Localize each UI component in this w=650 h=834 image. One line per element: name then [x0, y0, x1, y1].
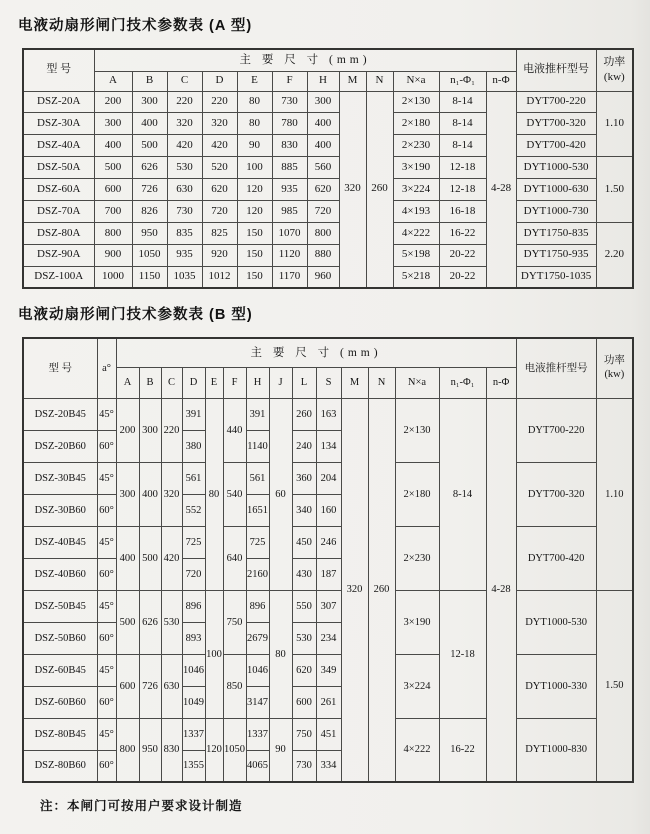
cell-H: 3147 — [246, 686, 269, 718]
cell-A: 200 — [94, 91, 132, 113]
header-alpha: a° — [97, 338, 116, 398]
cell-J-group: 60 — [269, 398, 292, 590]
cell-H: 300 — [307, 91, 339, 113]
cell-C: 830 — [161, 718, 182, 782]
header-power-line2: (kw) — [603, 71, 625, 84]
header-col-D: D — [182, 367, 205, 398]
table-a-header-row-1 — [23, 49, 633, 71]
cell-model: DSZ-80B60 — [23, 750, 97, 782]
cell-M-shared: 320 — [341, 398, 368, 782]
cell-S: 234 — [316, 622, 341, 654]
cell-rod: DYT700-420 — [516, 526, 596, 590]
cell-E: 80 — [237, 91, 272, 113]
cell-model: DSZ-30B45 — [23, 462, 97, 494]
cell-model: DSZ-80B45 — [23, 718, 97, 750]
header-model: 型 号 — [23, 49, 94, 91]
header-col-B: B — [132, 71, 167, 91]
cell-D: 420 — [202, 135, 237, 157]
cell-H: 896 — [246, 590, 269, 622]
cell-power-group: 1.50 — [596, 590, 633, 782]
header-col-F: F — [223, 367, 246, 398]
cell-rod: DYT1000-730 — [516, 200, 596, 222]
cell-B: 300 — [139, 398, 161, 462]
cell-model: DSZ-90A — [23, 244, 94, 266]
cell-F: 850 — [223, 654, 246, 718]
cell-C: 630 — [161, 654, 182, 718]
cell-alpha: 60° — [97, 622, 116, 654]
cell-M-shared: 320 — [339, 91, 366, 288]
cell-model: DSZ-80A — [23, 222, 94, 244]
cell-C: 420 — [161, 526, 182, 590]
cell-F: 1070 — [272, 222, 307, 244]
cell-H: 2679 — [246, 622, 269, 654]
cell-J-group: 90 — [269, 718, 292, 782]
table-row — [23, 718, 633, 750]
table-a — [22, 48, 634, 289]
cell-S: 451 — [316, 718, 341, 750]
table-b — [22, 337, 634, 783]
cell-A: 300 — [116, 462, 139, 526]
cell-Nxa: 3×190 — [393, 157, 439, 179]
cell-D: 552 — [182, 494, 205, 526]
cell-B: 626 — [132, 157, 167, 179]
cell-B: 950 — [139, 718, 161, 782]
table-row — [23, 157, 633, 179]
footnote: 注：本闸门可按用户要求设计制造 — [40, 799, 243, 814]
table-row — [23, 398, 633, 430]
cell-S: 134 — [316, 430, 341, 462]
cell-L: 750 — [292, 718, 316, 750]
header-col-N: N — [366, 71, 393, 91]
header-col-L: L — [292, 367, 316, 398]
cell-E: 80 — [237, 113, 272, 135]
cell-rod: DYT700-220 — [516, 91, 596, 113]
cell-F: 780 — [272, 113, 307, 135]
cell-H: 4065 — [246, 750, 269, 782]
header-pushrod-model: 电液推杆型号 — [516, 338, 596, 398]
cell-B: 626 — [139, 590, 161, 654]
cell-H: 1046 — [246, 654, 269, 686]
cell-n1-phi1: 8-14 — [439, 135, 486, 157]
cell-n1-phi1: 12-18 — [439, 179, 486, 201]
cell-H: 391 — [246, 398, 269, 430]
cell-alpha: 60° — [97, 494, 116, 526]
cell-H: 560 — [307, 157, 339, 179]
cell-F: 540 — [223, 462, 246, 526]
cell-rod: DYT1750-835 — [516, 222, 596, 244]
cell-E: 120 — [237, 179, 272, 201]
cell-n1-phi1-group: 12-18 — [439, 590, 486, 718]
cell-E: 100 — [237, 157, 272, 179]
cell-H: 2160 — [246, 558, 269, 590]
cell-D: 620 — [202, 179, 237, 201]
cell-H: 400 — [307, 113, 339, 135]
cell-model: DSZ-40A — [23, 135, 94, 157]
cell-B: 500 — [132, 135, 167, 157]
cell-Nxa: 3×224 — [393, 179, 439, 201]
cell-F: 440 — [223, 398, 246, 462]
table-row — [23, 200, 633, 222]
cell-F: 640 — [223, 526, 246, 590]
cell-A: 500 — [94, 157, 132, 179]
cell-B: 726 — [132, 179, 167, 201]
header-col-A: A — [116, 367, 139, 398]
cell-alpha: 45° — [97, 526, 116, 558]
header-col-C: C — [167, 71, 202, 91]
header-col-A: A — [94, 71, 132, 91]
cell-H: 800 — [307, 222, 339, 244]
cell-rod: DYT700-220 — [516, 398, 596, 462]
header-col-n-phi: n-Φ — [486, 367, 516, 398]
cell-model: DSZ-50B60 — [23, 622, 97, 654]
cell-D: 1355 — [182, 750, 205, 782]
header-power-line1: 功率 — [603, 355, 625, 367]
cell-L: 550 — [292, 590, 316, 622]
header-col-M: M — [341, 367, 368, 398]
cell-C: 320 — [161, 462, 182, 526]
cell-N-shared: 260 — [366, 91, 393, 288]
cell-model: DSZ-60B45 — [23, 654, 97, 686]
cell-C: 420 — [167, 135, 202, 157]
cell-D: 1337 — [182, 718, 205, 750]
cell-n1-phi1: 20-22 — [439, 244, 486, 266]
cell-H: 725 — [246, 526, 269, 558]
cell-S: 187 — [316, 558, 341, 590]
cell-B: 1050 — [132, 244, 167, 266]
cell-model: DSZ-50B45 — [23, 590, 97, 622]
cell-S: 163 — [316, 398, 341, 430]
cell-F: 730 — [272, 91, 307, 113]
cell-C: 630 — [167, 179, 202, 201]
cell-n1-phi1: 16-18 — [439, 200, 486, 222]
cell-S: 349 — [316, 654, 341, 686]
cell-model: DSZ-20A — [23, 91, 94, 113]
cell-D: 825 — [202, 222, 237, 244]
cell-H: 1337 — [246, 718, 269, 750]
cell-rod: DYT1750-1035 — [516, 266, 596, 288]
cell-D: 391 — [182, 398, 205, 430]
cell-B: 400 — [139, 462, 161, 526]
cell-model: DSZ-30A — [23, 113, 94, 135]
cell-D: 1012 — [202, 266, 237, 288]
cell-L: 450 — [292, 526, 316, 558]
cell-S: 160 — [316, 494, 341, 526]
table-b-title: 电液动扇形闸门技术参数表 (B 型) — [18, 307, 253, 324]
cell-Nxa: 3×224 — [395, 654, 439, 718]
cell-B: 1150 — [132, 266, 167, 288]
cell-model: DSZ-60A — [23, 179, 94, 201]
cell-F: 885 — [272, 157, 307, 179]
cell-L: 600 — [292, 686, 316, 718]
cell-A: 900 — [94, 244, 132, 266]
cell-H: 960 — [307, 266, 339, 288]
cell-D: 220 — [202, 91, 237, 113]
cell-C: 320 — [167, 113, 202, 135]
cell-Nxa: 2×130 — [395, 398, 439, 462]
cell-n-phi-shared: 4-28 — [486, 91, 516, 288]
cell-Nxa: 2×230 — [393, 135, 439, 157]
table-row — [23, 113, 633, 135]
cell-L: 430 — [292, 558, 316, 590]
cell-D: 320 — [202, 113, 237, 135]
cell-Nxa: 3×190 — [395, 590, 439, 654]
cell-H: 1140 — [246, 430, 269, 462]
cell-n-phi-shared: 4-28 — [486, 398, 516, 782]
header-col-M: M — [339, 71, 366, 91]
cell-alpha: 45° — [97, 654, 116, 686]
table-b-header-row-1 — [23, 338, 633, 367]
cell-model: DSZ-20B60 — [23, 430, 97, 462]
cell-A: 200 — [116, 398, 139, 462]
cell-L: 340 — [292, 494, 316, 526]
cell-n1-phi1: 12-18 — [439, 157, 486, 179]
cell-n1-phi1: 16-22 — [439, 222, 486, 244]
cell-S: 204 — [316, 462, 341, 494]
cell-L: 260 — [292, 398, 316, 430]
cell-H: 720 — [307, 200, 339, 222]
cell-alpha: 45° — [97, 398, 116, 430]
cell-rod: DYT700-420 — [516, 135, 596, 157]
cell-F: 750 — [223, 590, 246, 654]
cell-H: 1651 — [246, 494, 269, 526]
header-col-C: C — [161, 367, 182, 398]
cell-rod: DYT1000-630 — [516, 179, 596, 201]
cell-A: 1000 — [94, 266, 132, 288]
cell-model: DSZ-50A — [23, 157, 94, 179]
cell-F: 1170 — [272, 266, 307, 288]
cell-alpha: 45° — [97, 718, 116, 750]
header-col-E: E — [237, 71, 272, 91]
cell-H: 561 — [246, 462, 269, 494]
cell-B: 500 — [139, 526, 161, 590]
cell-n1-phi1: 8-14 — [439, 91, 486, 113]
cell-n1-phi1-group: 8-14 — [439, 398, 486, 590]
cell-rod: DYT1000-530 — [516, 590, 596, 654]
cell-E: 150 — [237, 222, 272, 244]
cell-F: 985 — [272, 200, 307, 222]
table-row — [23, 179, 633, 201]
cell-E-group: 80 — [205, 398, 223, 590]
cell-F: 830 — [272, 135, 307, 157]
header-col-N: N — [368, 367, 395, 398]
cell-Nxa: 5×198 — [393, 244, 439, 266]
cell-C: 530 — [167, 157, 202, 179]
header-col-B: B — [139, 367, 161, 398]
cell-C: 220 — [161, 398, 182, 462]
cell-Nxa: 4×222 — [395, 718, 439, 782]
header-col-J: J — [269, 367, 292, 398]
cell-B: 300 — [132, 91, 167, 113]
cell-D: 725 — [182, 526, 205, 558]
cell-D: 1046 — [182, 654, 205, 686]
cell-A: 400 — [116, 526, 139, 590]
cell-C: 220 — [167, 91, 202, 113]
header-col-Nxa: N×a — [393, 71, 439, 91]
header-col-H: H — [246, 367, 269, 398]
cell-A: 600 — [94, 179, 132, 201]
cell-D: 520 — [202, 157, 237, 179]
table-row — [23, 654, 633, 686]
cell-L: 620 — [292, 654, 316, 686]
cell-model: DSZ-60B60 — [23, 686, 97, 718]
cell-D: 720 — [202, 200, 237, 222]
header-power-line2: (kw) — [604, 369, 625, 381]
cell-model: DSZ-40B60 — [23, 558, 97, 590]
cell-A: 800 — [116, 718, 139, 782]
table-a-title: 电液动扇形闸门技术参数表 (A 型) — [18, 18, 253, 34]
cell-E: 150 — [237, 244, 272, 266]
cell-alpha: 60° — [97, 750, 116, 782]
cell-E: 90 — [237, 135, 272, 157]
cell-model: DSZ-100A — [23, 266, 94, 288]
cell-A: 600 — [116, 654, 139, 718]
cell-A: 300 — [94, 113, 132, 135]
cell-D: 893 — [182, 622, 205, 654]
cell-power-group: 1.50 — [596, 157, 633, 223]
header-main-dimensions: 主 要 尺 寸 (mm) — [116, 338, 516, 367]
table-row — [23, 526, 633, 558]
cell-F: 1050 — [223, 718, 246, 782]
cell-n1-phi1: 20-22 — [439, 266, 486, 288]
header-power — [596, 49, 633, 91]
cell-model: DSZ-20B45 — [23, 398, 97, 430]
cell-L: 240 — [292, 430, 316, 462]
header-power-line1: 功率 — [603, 56, 626, 69]
cell-E-group: 100 — [205, 590, 223, 718]
table-row — [23, 244, 633, 266]
cell-n1-phi1: 8-14 — [439, 113, 486, 135]
cell-alpha: 60° — [97, 686, 116, 718]
cell-power-group: 2.20 — [596, 222, 633, 288]
cell-Nxa: 2×230 — [395, 526, 439, 590]
header-col-F: F — [272, 71, 307, 91]
cell-Nxa: 2×130 — [393, 91, 439, 113]
cell-C: 835 — [167, 222, 202, 244]
header-col-Nxa: N×a — [395, 367, 439, 398]
cell-S: 307 — [316, 590, 341, 622]
cell-B: 400 — [132, 113, 167, 135]
cell-rod: DYT700-320 — [516, 113, 596, 135]
cell-A: 500 — [116, 590, 139, 654]
cell-alpha: 45° — [97, 590, 116, 622]
cell-H: 880 — [307, 244, 339, 266]
cell-rod: DYT1750-935 — [516, 244, 596, 266]
cell-A: 400 — [94, 135, 132, 157]
cell-power-group: 1.10 — [596, 91, 633, 157]
cell-model: DSZ-30B60 — [23, 494, 97, 526]
cell-E: 150 — [237, 266, 272, 288]
cell-C: 530 — [161, 590, 182, 654]
cell-L: 530 — [292, 622, 316, 654]
cell-B: 726 — [139, 654, 161, 718]
table-row — [23, 135, 633, 157]
header-pushrod-model: 电液推杆型号 — [516, 49, 596, 91]
cell-model: DSZ-40B45 — [23, 526, 97, 558]
cell-rod: DYT1000-330 — [516, 654, 596, 718]
cell-rod: DYT1000-830 — [516, 718, 596, 782]
cell-C: 730 — [167, 200, 202, 222]
cell-L: 360 — [292, 462, 316, 494]
header-col-n1-phi1: n₁-Φ₁ — [439, 71, 486, 91]
table-row — [23, 266, 633, 288]
cell-Nxa: 4×222 — [393, 222, 439, 244]
cell-F: 935 — [272, 179, 307, 201]
cell-B: 826 — [132, 200, 167, 222]
cell-N-shared: 260 — [368, 398, 395, 782]
header-col-H: H — [307, 71, 339, 91]
cell-S: 334 — [316, 750, 341, 782]
header-col-n-phi: n-Φ — [486, 71, 516, 91]
cell-alpha: 60° — [97, 558, 116, 590]
cell-E-group: 120 — [205, 718, 223, 782]
table-row — [23, 222, 633, 244]
cell-power-group: 1.10 — [596, 398, 633, 590]
cell-L: 730 — [292, 750, 316, 782]
cell-model: DSZ-70A — [23, 200, 94, 222]
cell-alpha: 60° — [97, 430, 116, 462]
cell-D: 896 — [182, 590, 205, 622]
table-row — [23, 91, 633, 113]
header-col-n1-phi1: n₁-Φ₁ — [439, 367, 486, 398]
cell-C: 935 — [167, 244, 202, 266]
cell-D: 561 — [182, 462, 205, 494]
cell-A: 800 — [94, 222, 132, 244]
header-col-S: S — [316, 367, 341, 398]
cell-H: 620 — [307, 179, 339, 201]
cell-S: 246 — [316, 526, 341, 558]
cell-Nxa: 2×180 — [395, 462, 439, 526]
header-main-dimensions: 主 要 尺 寸 (mm) — [94, 49, 516, 71]
cell-alpha: 45° — [97, 462, 116, 494]
cell-D: 920 — [202, 244, 237, 266]
cell-A: 700 — [94, 200, 132, 222]
cell-Nxa: 4×193 — [393, 200, 439, 222]
header-model: 型 号 — [23, 338, 97, 398]
cell-S: 261 — [316, 686, 341, 718]
cell-H: 400 — [307, 135, 339, 157]
table-row — [23, 590, 633, 622]
cell-F: 1120 — [272, 244, 307, 266]
cell-D: 1049 — [182, 686, 205, 718]
header-col-D: D — [202, 71, 237, 91]
table-row — [23, 462, 633, 494]
cell-D: 380 — [182, 430, 205, 462]
cell-B: 950 — [132, 222, 167, 244]
cell-D: 720 — [182, 558, 205, 590]
cell-J-group: 80 — [269, 590, 292, 718]
cell-rod: DYT1000-530 — [516, 157, 596, 179]
header-power — [596, 338, 633, 398]
cell-Nxa: 2×180 — [393, 113, 439, 135]
cell-rod: DYT700-320 — [516, 462, 596, 526]
header-col-E: E — [205, 367, 223, 398]
cell-C: 1035 — [167, 266, 202, 288]
cell-E: 120 — [237, 200, 272, 222]
cell-Nxa: 5×218 — [393, 266, 439, 288]
cell-n1-phi1-group: 16-22 — [439, 718, 486, 782]
